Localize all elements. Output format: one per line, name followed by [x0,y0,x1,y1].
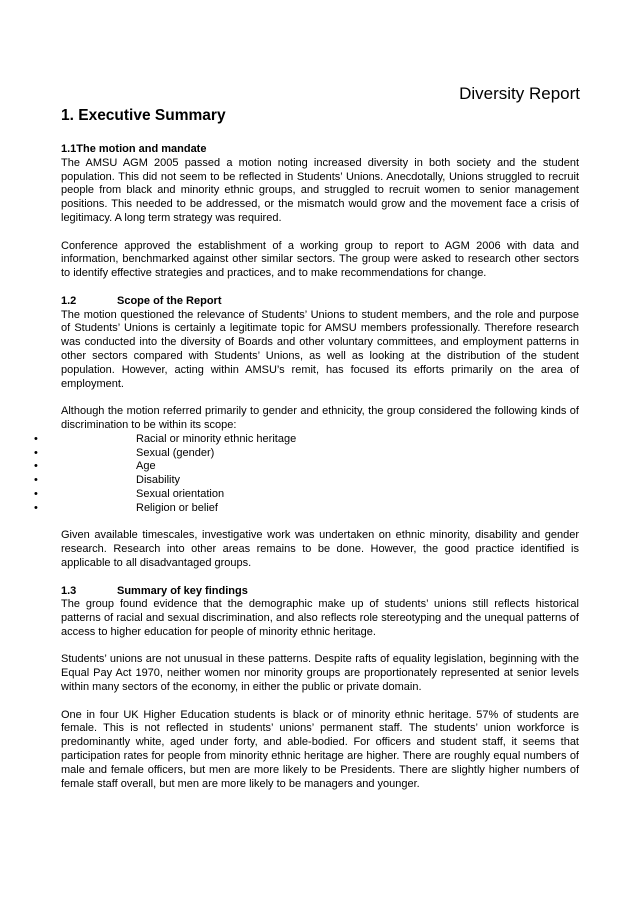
paragraph: Conference approved the establishment of a working group to report to AGM 2006 with data and information, benchmarked against other similar sectors. The group were asked to research other sectors to identify effective strategies and practices, and to make recommendations for change. [61,239,579,280]
list-item-text: Sexual (gender) [136,446,215,459]
bullet-icon: • [34,432,38,445]
paragraph: Students’ unions are not unusual in these patterns. Despite rafts of equality legislation, beginning with the Equal Pay Act 1970, neither women nor minority groups are proportionately represented at senior levels within many sectors of the economy, in either the public or private domain. [61,653,579,694]
bullet-icon: • [34,446,38,459]
paragraph: Given available timescales, investigative work was undertaken on ethnic minority, disability and gender research. Research into other areas remains to be done. However, the good practice identified is applicable to all disadvantaged groups. [61,529,579,569]
subsection-number: 1.2 [61,294,77,307]
paragraph: One in four UK Higher Education students is black or of minority ethnic heritage. 57% of students are female. This is not reflected in students’ unions’ permanent staff. The students’ union workforce is predominantly white, aged under forty, and able-bodied. For officers and student staff, it seems that participation rates for people from minority ethnic heritage are higher. There are roughly equal numbers of male and female officers, but men are more likely to be Presidents. There are slightly higher numbers of female staff overall, but men are more likely to be managers and younger. [61,708,579,790]
bullet-icon: • [34,501,38,514]
document-body [34,143,579,791]
bullet-icon: • [34,474,38,487]
subsection-label: Scope of the Report [117,294,222,307]
subsection-title-1-1: 1.1The motion and mandate [61,143,207,155]
paragraph: The group found evidence that the demographic make up of students’ unions still reflects historical patterns of racial and sexual discrimination, and also reflects role stereotyping and the unequal patterns of access to higher education for people of minority ethnic heritage. [61,598,579,638]
list-item [0,488,579,502]
report-title: Diversity Report [459,84,580,103]
list-item-text: Racial or minority ethnic heritage [136,432,297,445]
section-heading: 1. Executive Summary [61,107,226,124]
subsection-label: Summary of key findings [117,584,248,597]
bullet-icon: • [34,487,38,500]
list-item [0,460,579,474]
list-item-text: Age [136,460,156,473]
bullet-icon: • [34,460,38,473]
list-item-text: Disability [136,474,181,487]
list-item [0,433,579,447]
list-item-text: Sexual orientation [136,487,225,500]
list-item [0,474,579,488]
bullet-list [0,433,579,516]
paragraph: The AMSU AGM 2005 passed a motion noting increased diversity in both society and the student population. This did not seem to be reflected in Students’ Unions. Anecdotally, Unions struggled to recruit people from black and minority ethnic groups, and struggled to recruit women to senior management positions. This needed to be addressed, or the mismatch would grow and the movement face a crisis of legitimacy. A long term strategy was required. [61,156,579,224]
paragraph: Although the motion referred primarily to gender and ethnicity, the group considered the following kinds of discrimination to be within its scope: [61,405,579,431]
subsection-number: 1.3 [61,584,77,597]
list-item [0,502,579,516]
list-item-text: Religion or belief [136,501,218,514]
list-item [0,447,579,461]
subsection-title-1-2 [61,295,579,309]
paragraph: The motion questioned the relevance of Students’ Unions to student members, and the role and purpose of Students’ Unions is certainly a legitimate topic for AMSU members professionally. Therefore research was conducted into the diversity of Boards and other voluntary committees, and employment patterns in other sectors compared with Students’ Unions, as well as looking at the distribution of the student population. However, acting within AMSU’s remit, has focused its efforts primarily on the area of employment. [61,308,579,390]
subsection-title-1-3 [61,585,579,599]
